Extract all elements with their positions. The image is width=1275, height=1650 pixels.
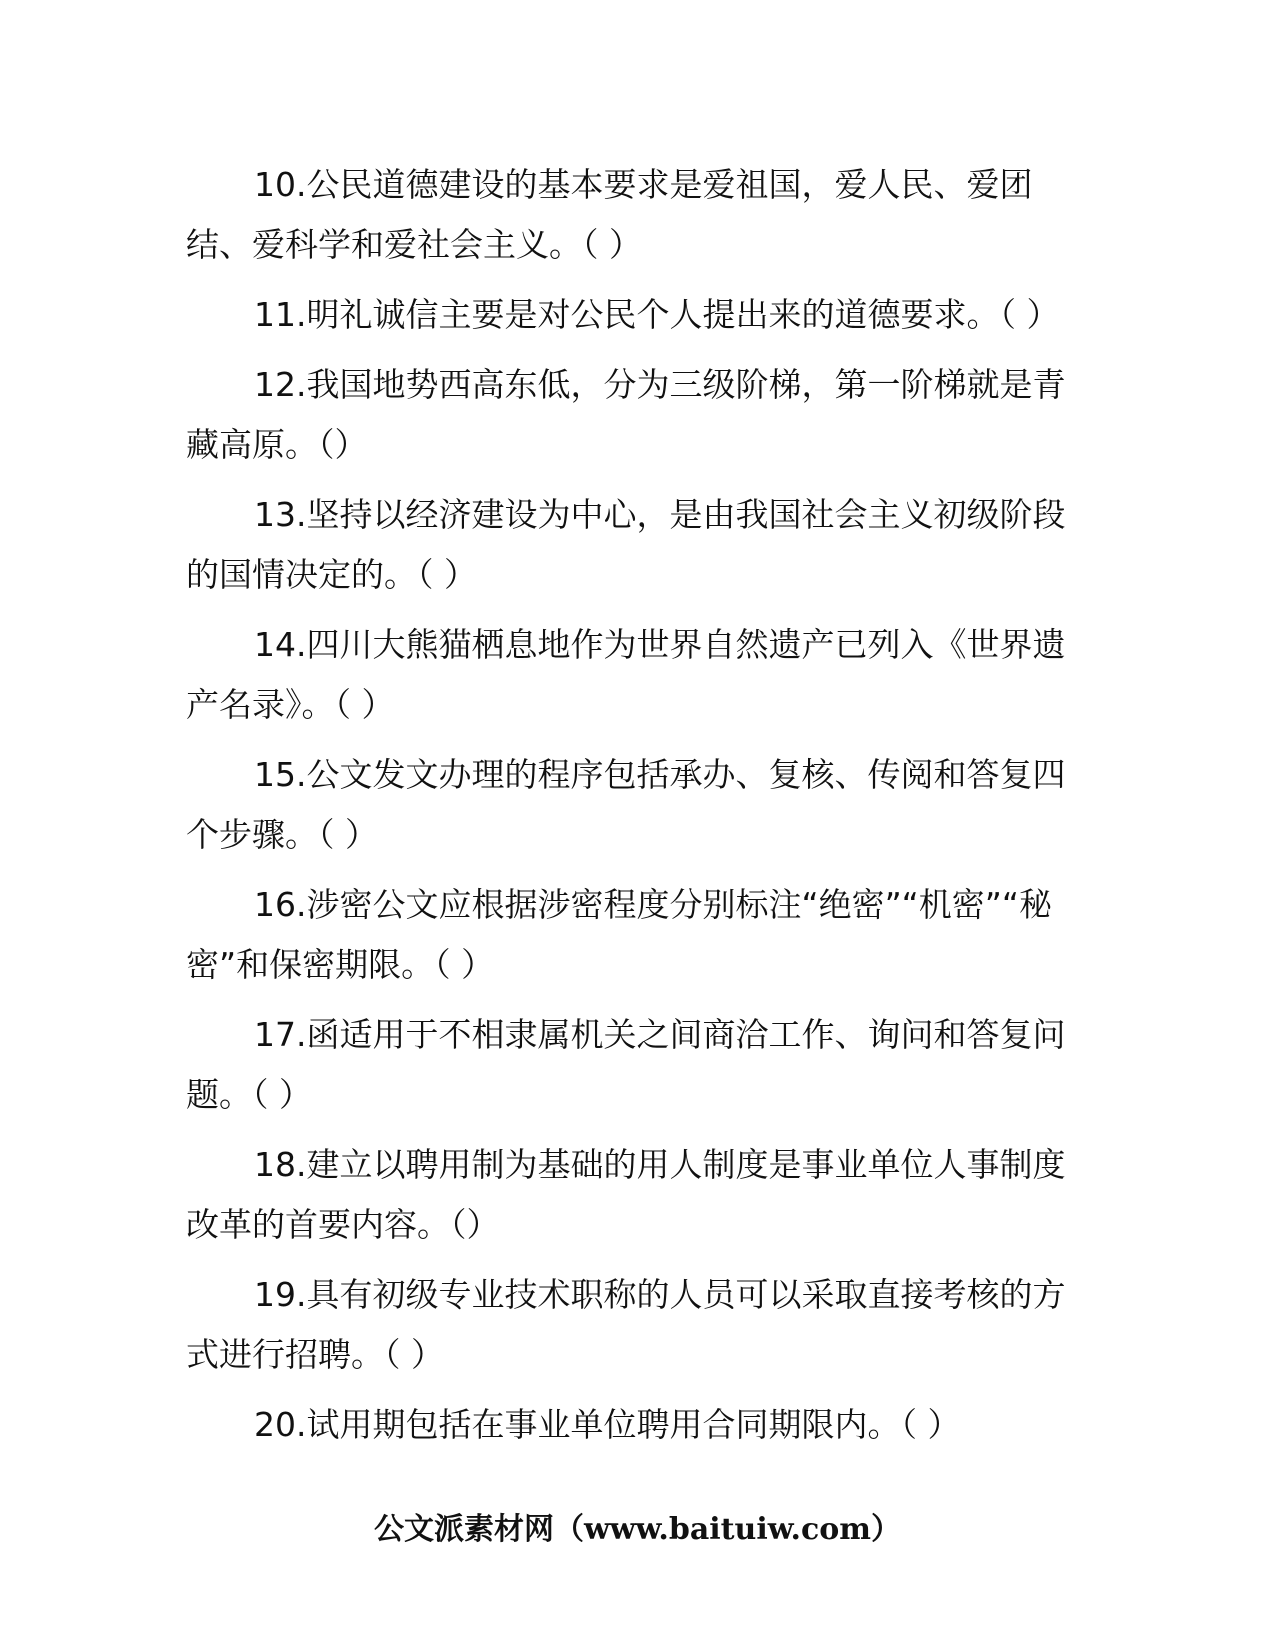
question-17: 17.函适用于不相隶属机关之间商洽工作、询问和答复问题。（ ） (186, 1015, 1066, 1114)
question-11: 11.明礼诚信主要是对公民个人提出来的道德要求。（ ） (254, 295, 1060, 334)
question-18: 18.建立以聘用制为基础的用人制度是事业单位人事制度改革的首要内容。（） (186, 1145, 1066, 1244)
question-list (186, 155, 1086, 1465)
question-13: 13.坚持以经济建设为中心，是由我国社会主义初级阶段的国情决定的。（ ） (186, 495, 1066, 594)
question-19: 19.具有初级专业技术职称的人员可以采取直接考核的方式进行招聘。（ ） (186, 1275, 1066, 1374)
question-15: 15.公文发文办理的程序包括承办、复核、传阅和答复四个步骤。（ ） (186, 755, 1066, 854)
question-12: 12.我国地势西高东低，分为三级阶梯，第一阶梯就是青藏高原。（） (186, 365, 1066, 464)
question-20: 20.试用期包括在事业单位聘用合同期限内。（ ） (254, 1405, 961, 1444)
question-10: 10.公民道德建设的基本要求是爱祖国，爱人民、爱团结、爱科学和爱社会主义。（ ） (186, 165, 1033, 264)
footer-source: 公文派素材网（www.baituiw.com） (373, 1512, 902, 1547)
question-14: 14.四川大熊猫栖息地作为世界自然遗产已列入《世界遗产名录》。（ ） (186, 625, 1066, 724)
question-16: 16.涉密公文应根据涉密程度分别标注“绝密”“机密”“秘密”和保密期限。（ ） (186, 885, 1052, 984)
